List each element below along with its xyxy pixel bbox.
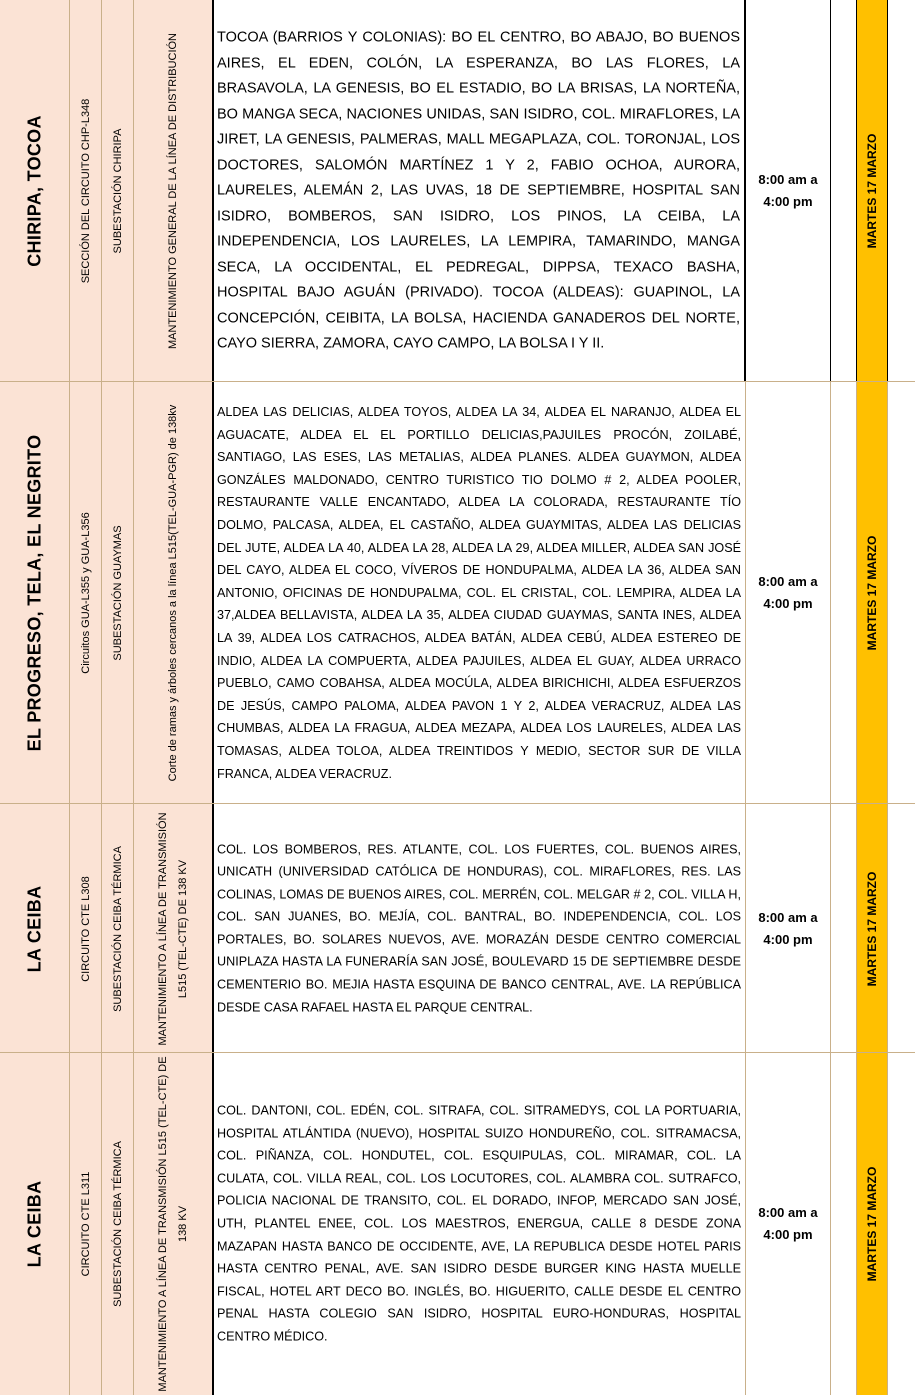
schedule-time xyxy=(746,169,830,213)
work-description xyxy=(153,812,193,1045)
work-line-1: MANTENIMIENTO A LÍNEA DE TRANSMISIÓN xyxy=(157,811,169,1046)
location-cell xyxy=(0,382,70,804)
blank-cell xyxy=(830,382,857,804)
affected-areas: ALDEA LAS DELICIAS, ALDEA TOYOS, ALDEA LA 34, ALDEA EL NARANJO, ALDEA EL AGUACATE, ALDEA EL EL PORTILLO DELICIAS,PAJUILES PROCÓN, ZOILABÉ, SANTIAGO, LAS ESES, LAS METALIAS, ALDEA PLANES. ALDEA GUAYMON, ALDEA GONZÁLES MALDONADO, CENTRO TURISTICO TIO DOLMO # 2, ALDEA POOLER, RESTAURANTE VALLE ENCANTADO, ALDEA LA COLORADA, RESTAURANTE TÍO DOLMO, PALCASA, ALDEA, EL CASTAÑO, ALDEA GUAYMITAS, ALDEA LAS DELICIAS DEL JUTE, ALDEA LA 40, ALDEA LA 28, ALDEA LA 29, ALDEA MILLER, ALDEA SAN JOSÉ DEL CAYO, ALDEA EL COCO, VÍVEROS DE HONDUPALMA, ALDEA LA 36, ALDEA SAN ANTONIO, OFICINAS DE HONDUPALMA, COL. EL CRISTAL, COL. LEMPIRA, ALDEA LA 37,ALDEA BELLAVISTA, ALDEA LA 35, ALDEA CIUDAD GUAYMAS, SANTA INES, ALDEA LA 39, ALDEA LOS CATRACHOS, ALDEA BATÁN, ALDEA CEBÚ, ALDEA ESTEREO DE INDIO, ALDEA LA COMPUERTA, ALDEA PAJUILES, ALDEA EL GUAY, ALDEA URRACO PUEBLO, CAMO COBAHSA, ALDEA MOCÚLA, ALDEA BIRICHICHI, ALDEA ESFUERZOS DE JESÚS, CAMPO PALOMA, ALDEA PAVON 1 Y 2, ALDEA VERACRUZ, ALDEA LAS CHUMBAS, ALDEA LA FRAGUA, ALDEA MEZAPA, ALDEA LOS LAURELES, ALDEA LAS TOMASAS, ALDEA TOLOA, ALDEA TREINTIDOS Y MEDIO, SECTOR SUR DE VILLA FRANCA, ALDEA VERACRUZ. xyxy=(217,404,741,781)
blank-cell xyxy=(830,804,857,1053)
work-description xyxy=(153,1056,193,1391)
time-end: 4:00 pm xyxy=(763,596,813,611)
areas-cell xyxy=(212,0,746,382)
schedule-time xyxy=(746,1202,830,1246)
location-cell xyxy=(0,1053,70,1395)
time-cell xyxy=(746,804,830,1053)
time-start: 8:00 am a xyxy=(758,172,818,187)
affected-areas: TOCOA (BARRIOS Y COLONIAS): BO EL CENTRO, BO ABAJO, BO BUENOS AIRES, EL EDEN, COLÓN, LA ESPERANZA, BO LAS FLORES, LA BRASAVOLA, LA GENESIS, BO EL ESTADIO, BO LA BRISAS, LA NORTEÑA, BO MANGA SECA, NACIONES UNIDAS, SAN ISIDRO, COL. MIRAFLORES, LA JIRET, LA GENESIS, PALMERAS, MALL MEGAPLAZA, COL. TORONJAL, LOS DOCTORES, SALOMÓN MARTÍNEZ 1 Y 2, FABIO OCHOA, AURORA, LAURELES, ALEMÁN 2, LAS UVAS, 18 DE SEPTIEMBRE, HOSPITAL SAN ISIDRO, BOMBEROS, SAN ISIDRO, LOS PINOS, LA CEIBA, LA INDEPENDENCIA, LOS LAURELES, LA LEMPIRA, TAMARINDO, MANGA SECA, LA OCCIDENTAL, EL PEDREGAL, DIPPSA, TEXACO BASHA, HOSPITAL BAJO AGUÁN (PRIVADO). TOCOA (ALDEAS): GUAPINOL, LA CONCEPCIÓN, CEIBITA, LA BOLSA, HACIENDA GANADEROS DEL NORTE, CAYO SIERRA, ZAMORA, CAYO CAMPO, LA BOLSA I Y II. xyxy=(217,29,740,352)
circuit-cell xyxy=(70,382,102,804)
substation-label: SUBESTACIÓN CEIBA TÉRMICA xyxy=(112,845,124,1012)
row-divider xyxy=(0,1052,915,1053)
blank-cell xyxy=(830,0,857,382)
work-line-1: Corte de ramas y árboles cercanos a la línea L515(TEL-GUA-PGR) de 138kv xyxy=(167,404,179,782)
time-start: 8:00 am a xyxy=(758,909,818,925)
work-cell xyxy=(134,0,212,382)
work-cell xyxy=(134,382,212,804)
day-label: MARTES 17 MARZO xyxy=(865,535,879,651)
circuit-label: CIRCUITO CTE L308 xyxy=(80,875,92,982)
column-divider xyxy=(69,0,70,1395)
day-cell xyxy=(857,804,887,1053)
column-divider xyxy=(133,0,134,1395)
day-label: MARTES 17 MARZO xyxy=(865,871,879,986)
day-label: MARTES 17 MARZO xyxy=(865,133,879,249)
time-start: 8:00 am a xyxy=(758,574,818,589)
blank-cell xyxy=(887,0,915,382)
affected-areas: COL. LOS BOMBEROS, RES. ATLANTE, COL. LOS FUERTES, COL. BUENOS AIRES, UNICATH (UNIVERSIDAD CATÓLICA DE HONDURAS), COL. MIRAFLORES, RES. LAS COLINAS, LOMAS DE BUENOS AIRES, COL. MERRÉN, COL. MELGAR # 2, COL. VILLA H, COL. SAN JUANES, BO. MEJÍA, COL. BANTRAL, BO. INDEPENDENCIA, COL. LOS PORTALES, BO. SOLARES NUEVOS, AVE. MORAZÁN DESDE CENTRO COMERCIAL UNIPLAZA HASTA LA FUNERARÍA SAN JOSÉ, BOULEVARD 15 DE SEPTIEMBRE DESDE CEMENTERIO BO. MEJIA HASTA ESQUINA DE BANCO CENTRAL, AVE. LA REPÚBLICA DESDE CASA RAFAEL HASTA EL PARQUE CENTRAL. xyxy=(217,842,741,1015)
day-cell xyxy=(857,0,887,382)
circuit-label: SECCIÓN DEL CIRCUITO CHP-L348 xyxy=(80,98,92,284)
table-row xyxy=(0,804,915,1053)
substation-cell xyxy=(102,1053,134,1395)
time-cell xyxy=(746,0,830,382)
table-row xyxy=(0,1053,915,1395)
circuit-label: Circuitos GUA-L355 y GUA-L356 xyxy=(80,512,92,674)
row-divider xyxy=(0,381,915,382)
substation-label: SUBESTACIÓN CEIBA TÉRMICA xyxy=(112,1141,124,1307)
time-start: 8:00 am a xyxy=(758,1205,818,1220)
substation-label: SUBESTACIÓN GUAYMAS xyxy=(112,525,124,661)
areas-cell xyxy=(212,382,746,804)
work-line-2: L515 (TEL-CTE) DE 138 KV xyxy=(177,859,189,998)
time-end: 4:00 pm xyxy=(763,1227,813,1242)
location-label: LA CEIBA xyxy=(24,1180,45,1268)
circuit-label: CIRCUITO CTE L311 xyxy=(80,1171,92,1277)
work-cell xyxy=(134,1053,212,1395)
blank-cell xyxy=(830,1053,857,1395)
work-line-1: MANTENIMIENTO A LÍNEA DE TRANSMISIÓN L515 (TEL-CTE) DE xyxy=(157,1056,169,1392)
areas-cell xyxy=(212,804,746,1053)
areas-cell xyxy=(212,1053,746,1395)
location-label: EL PROGRESO, TELA, EL NEGRITO xyxy=(24,434,45,752)
table-row xyxy=(0,382,915,804)
work-cell xyxy=(134,804,212,1053)
location-cell xyxy=(0,804,70,1053)
column-divider xyxy=(101,0,102,1395)
day-cell xyxy=(857,382,887,804)
substation-cell xyxy=(102,804,134,1053)
schedule-time xyxy=(746,907,830,951)
location-cell xyxy=(0,0,70,382)
day-label: MARTES 17 MARZO xyxy=(865,1166,879,1282)
schedule-time xyxy=(746,571,830,615)
work-line-2: 138 KV xyxy=(177,1205,189,1243)
substation-cell xyxy=(102,382,134,804)
circuit-cell xyxy=(70,804,102,1053)
circuit-cell xyxy=(70,0,102,382)
blank-cell xyxy=(887,804,915,1053)
work-description xyxy=(163,33,183,349)
affected-areas: COL. DANTONI, COL. EDÉN, COL. SITRAFA, COL. SITRAMEDYS, COL LA PORTUARIA, HOSPITAL ATLÁNTIDA (NUEVO), HOSPITAL SUIZO HONDUREÑO, COL. SITRAMACSA, COL. PIÑANZA, COL. HONDUTEL, COL. ESQUIPULAS, COL. MIRAMAR, COL. LA CULATA, COL. VILLA REAL, COL. LOS LOCUTORES, COL. ALAMBRA COL. SUTRAFCO, POLICIA NACIONAL DE TRANSITO, COL. EL DORADO, INFOP, MERCADO SAN JOSÉ, UTH, PLANTEL ENEE, COL. LOS MAESTROS, ENERGUA, CALLE 8 DESDE ZONA MAZAPAN HASTA BANCO DE OCCIDENTE, AVE, LA REPUBLICA DESDE HOTEL PARIS HASTA CENTRO PENAL, AVE. SAN ISIDRO DESDE BURGER KING HASTA MUELLE FISCAL, HOTEL ART DECO BO. INGLÉS, BO. HIGUERITO, CALLE DESDE EL CENTRO PENAL HASTA COLEGIO SAN ISIDRO, HOSPITAL EURO-HONDURAS, HOSPITAL CENTRO MÉDICO. xyxy=(217,1103,741,1344)
work-description xyxy=(163,405,183,782)
time-end: 4:00 pm xyxy=(763,931,813,947)
circuit-cell xyxy=(70,1053,102,1395)
location-label: CHIRIPA, TOCOA xyxy=(24,115,45,267)
time-cell xyxy=(746,1053,830,1395)
substation-cell xyxy=(102,0,134,382)
blank-cell xyxy=(887,1053,915,1395)
row-divider xyxy=(0,803,915,804)
table-row xyxy=(0,0,915,382)
day-cell xyxy=(857,1053,887,1395)
location-label: LA CEIBA xyxy=(24,885,45,972)
blank-cell xyxy=(887,382,915,804)
time-end: 4:00 pm xyxy=(763,194,813,209)
substation-label: SUBESTACIÓN CHIRIPA xyxy=(112,128,124,254)
work-line-1: MANTENIMIENTO GENERAL DE LA LÍNEA DE DISTRIBUCIÓN xyxy=(167,32,179,350)
time-cell xyxy=(746,382,830,804)
